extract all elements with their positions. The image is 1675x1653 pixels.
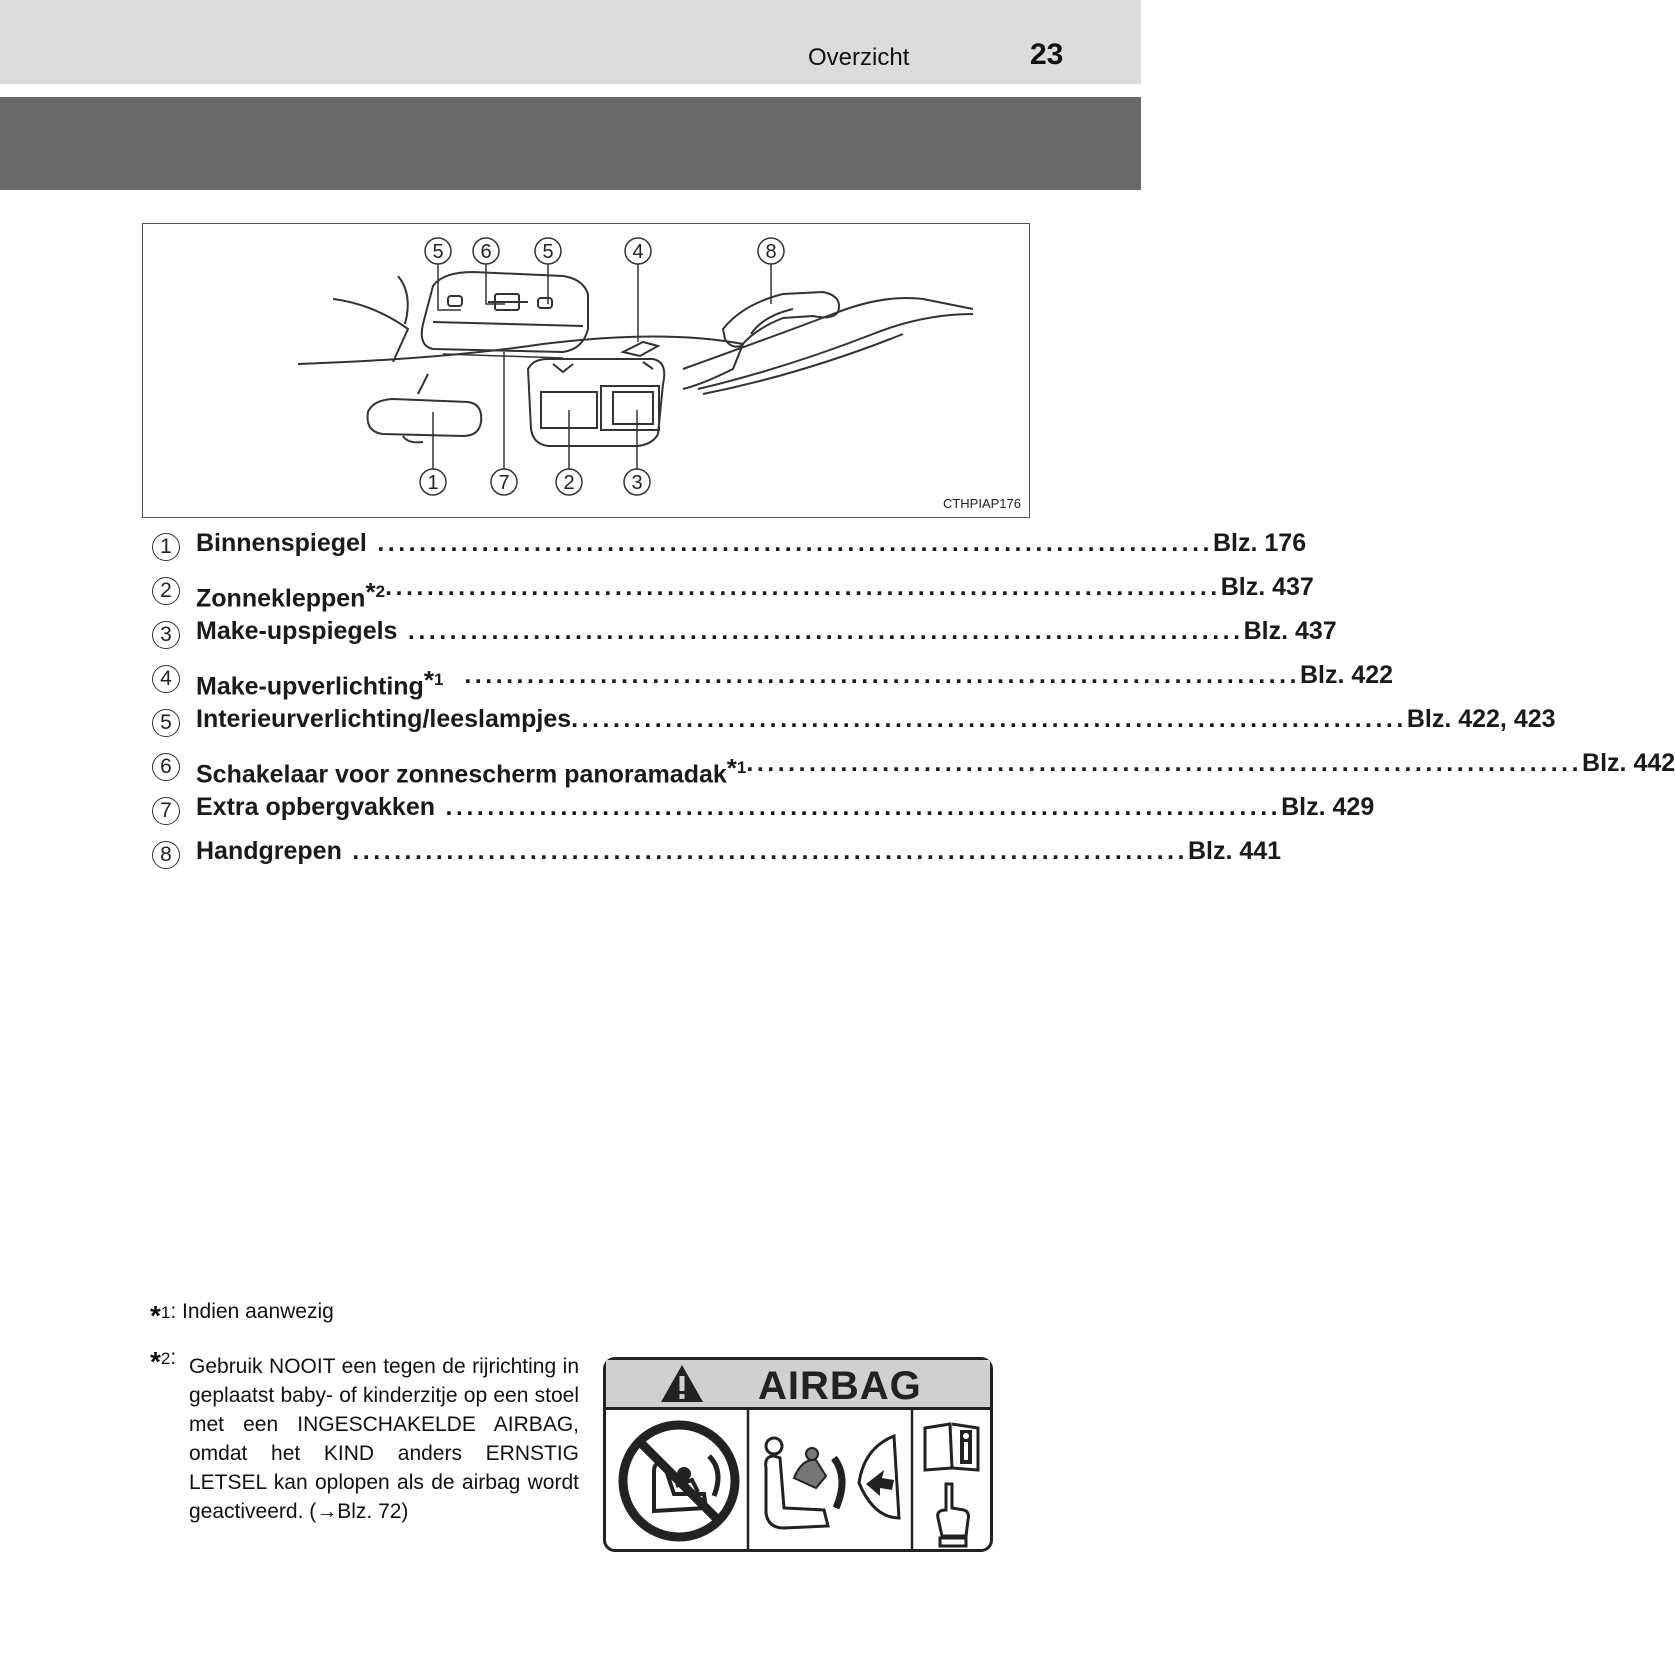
svg-text:2: 2 bbox=[563, 472, 575, 494]
item-page-ref[interactable]: Blz. 422, 423 bbox=[1406, 705, 1556, 733]
footnote-2-text: Gebruik NOOIT een tegen de rijrichting in geplaatst baby- of kinderzitje op een stoel met een INGESCHAKELDE AIRBAG, omdat het KIND anders ERNSTIG LETSEL kan oplopen als de airbag wordt geactiveerd. (→Blz. 72) bbox=[189, 1355, 579, 1523]
svg-text:3: 3 bbox=[631, 472, 643, 494]
chapter-band bbox=[0, 97, 1141, 190]
child-seat-airbag-deploy-icon bbox=[754, 1418, 914, 1548]
pointing-hand-icon bbox=[928, 1480, 978, 1550]
item-footnote-ref: 2 bbox=[375, 582, 386, 601]
callout-1 bbox=[420, 469, 446, 495]
item-number: 2 bbox=[152, 577, 180, 605]
item-footnote-ref: 1 bbox=[736, 758, 747, 777]
warning-triangle-icon bbox=[658, 1361, 706, 1405]
item-label: Zonnekleppen bbox=[196, 584, 366, 613]
header-bar bbox=[0, 0, 1141, 84]
list-item: 1 Binnenspiegel ................................................................................ Blz. 176 bbox=[150, 524, 990, 568]
item-label: Interieurverlichting/leeslampjes bbox=[196, 705, 572, 733]
list-item: 2 Zonnekleppen$^{*2}$ ................................................................................ Blz. 437 bbox=[150, 568, 990, 612]
list-item: 8 Handgrepen ................................................................................ Blz. 441 bbox=[150, 832, 990, 876]
item-page-ref[interactable]: Blz. 442 bbox=[1582, 749, 1675, 777]
airbag-title: AIRBAG bbox=[758, 1364, 922, 1408]
callout-7 bbox=[491, 469, 517, 495]
item-page-ref[interactable]: Blz. 437 bbox=[1220, 573, 1314, 601]
item-label: Make-upverlichting bbox=[196, 672, 424, 701]
footnote-1: *1: Indien aanwezig bbox=[150, 1300, 334, 1331]
item-number: 1 bbox=[152, 533, 180, 561]
ceiling-drawing bbox=[143, 224, 1029, 517]
airbag-label-header bbox=[606, 1360, 990, 1410]
item-number: 5 bbox=[152, 709, 180, 737]
item-label: Handgrepen bbox=[196, 837, 342, 865]
section-title: Overzicht bbox=[808, 44, 910, 71]
callout-8 bbox=[758, 238, 784, 264]
list-item: 4 Make-upverlichting$^{*1}$ ................................................................................ Blz. 422 bbox=[150, 656, 990, 700]
callout-5a bbox=[425, 238, 451, 264]
header-divider bbox=[0, 84, 1141, 90]
svg-text:6: 6 bbox=[480, 241, 492, 263]
callout-5b bbox=[535, 238, 561, 264]
item-number: 7 bbox=[152, 797, 180, 825]
item-page-ref[interactable]: Blz. 422 bbox=[1299, 661, 1394, 689]
overhead-console-illustration bbox=[142, 223, 1030, 518]
list-item: 5 Interieurverlichting/leeslampjes ................................................................................ Blz. 422, 423 bbox=[150, 700, 990, 744]
component-list bbox=[150, 524, 1675, 876]
item-label: Binnenspiegel bbox=[196, 529, 367, 557]
svg-text:5: 5 bbox=[432, 241, 444, 263]
list-item: 3 Make-upspiegels ................................................................................ Blz. 437 bbox=[150, 612, 990, 656]
item-label: Schakelaar voor zonnescherm panoramadak bbox=[196, 760, 727, 789]
item-page-ref[interactable]: Blz. 437 bbox=[1243, 617, 1337, 645]
item-number: 6 bbox=[152, 753, 180, 781]
svg-text:8: 8 bbox=[765, 241, 777, 263]
item-page-ref[interactable]: Blz. 441 bbox=[1187, 837, 1282, 865]
list-item: 7 Extra opbergvakken ................................................................................ Blz. 429 bbox=[150, 788, 990, 832]
svg-text:7: 7 bbox=[498, 472, 510, 494]
item-label: Extra opbergvakken bbox=[196, 793, 435, 821]
callout-4 bbox=[625, 238, 651, 264]
svg-text:5: 5 bbox=[542, 241, 554, 263]
callout-2 bbox=[556, 469, 582, 495]
item-number: 3 bbox=[152, 621, 180, 649]
airbag-warning-label bbox=[603, 1357, 993, 1552]
list-item: 6 Schakelaar voor zonnescherm panoramadak$^{*1}$ ................................................................................ Blz. 442 bbox=[150, 744, 990, 788]
item-number: 4 bbox=[152, 665, 180, 693]
callout-6 bbox=[473, 238, 499, 264]
item-number: 8 bbox=[152, 841, 180, 869]
item-label: Make-upspiegels bbox=[196, 617, 398, 645]
figure-code: CTHPIAP176 bbox=[942, 496, 1021, 511]
item-page-ref[interactable]: Blz. 176 bbox=[1213, 529, 1307, 557]
no-rear-facing-child-seat-icon bbox=[614, 1416, 744, 1546]
svg-text:1: 1 bbox=[427, 472, 439, 494]
item-page-ref[interactable]: Blz. 429 bbox=[1281, 793, 1375, 821]
page-number: 23 bbox=[1030, 38, 1064, 71]
callout-3 bbox=[624, 469, 650, 495]
svg-text:4: 4 bbox=[632, 241, 644, 263]
manual-info-icon bbox=[920, 1420, 990, 1480]
item-footnote-ref: 1 bbox=[433, 670, 444, 689]
